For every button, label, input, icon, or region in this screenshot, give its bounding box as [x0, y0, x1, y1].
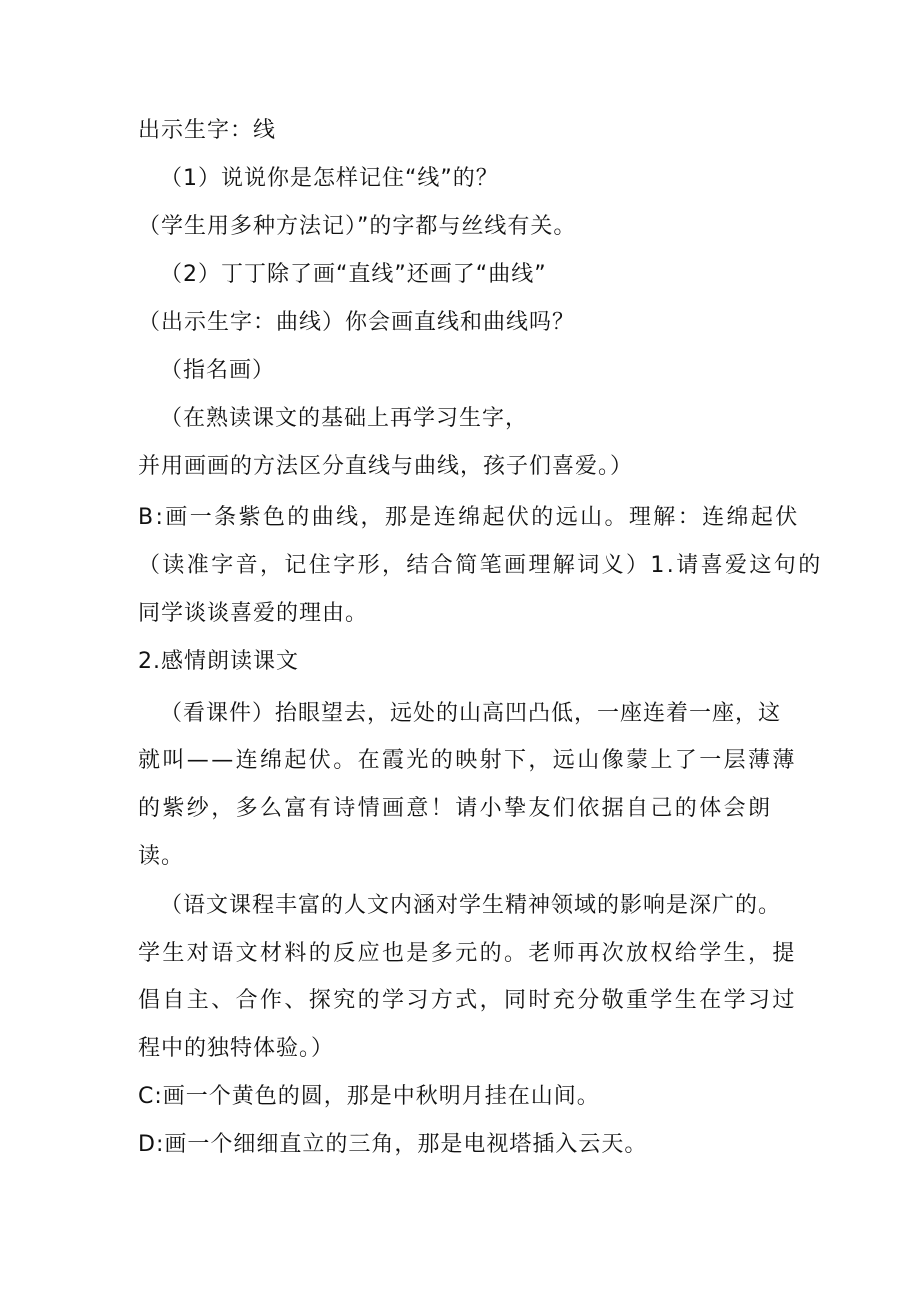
- text-line: 出示生字：线: [138, 118, 277, 143]
- text-line: （指名画）: [160, 358, 276, 383]
- text-line: 并用画画的方法区分直线与曲线，孩子们喜爱。）: [138, 454, 634, 479]
- text-line: 同学谈谈喜爱的理由。: [138, 601, 369, 626]
- text-line: 就叫——连绵起伏。在霞光的映射下，远山像蒙上了一层薄薄: [138, 748, 797, 773]
- text-line: （出示生字：曲线）你会画直线和曲线吗？: [138, 310, 576, 335]
- text-line: （语文课程丰富的人文内涵对学生精神领域的影响是深广的。: [160, 893, 782, 918]
- text-line: （看课件）抬眼望去，远处的山高凹凸低，一座连着一座，这: [160, 701, 782, 726]
- text-line: C:画一个黄色的圆，那是中秋明月挂在山间。: [138, 1084, 600, 1109]
- text-line: D:画一个细细直立的三角，那是电视塔插入云天。: [138, 1132, 648, 1157]
- text-line: 学生对语文材料的反应也是多元的。老师再次放权给学生，提: [138, 941, 797, 966]
- text-line: （1）说说你是怎样记住“线”的？: [160, 166, 499, 191]
- text-line: B:画一条紫色的曲线，那是连绵起伏的远山。理解：连绵起伏: [138, 505, 800, 530]
- text-line: 读。: [138, 844, 185, 869]
- text-line: 倡自主、合作、探究的学习方式，同时充分敬重学生在学习过: [138, 988, 797, 1013]
- text-line: （读准字音，记住字形，结合简笔画理解词义）1.请喜爱这句的: [138, 553, 823, 578]
- text-line: （2）丁丁除了画“直线”还画了“曲线”: [160, 262, 547, 287]
- text-line: 的紫纱，多么富有诗情画意！请小挚友们依据自己的体会朗: [138, 796, 773, 821]
- text-line: （在熟读课文的基础上再学习生字，: [160, 406, 529, 431]
- text-line: 2.感情朗读课文: [138, 649, 299, 674]
- text-line: （学生用多种方法记）”的字都与丝线有关。: [138, 214, 577, 239]
- text-line: 程中的独特体验。）: [138, 1036, 335, 1061]
